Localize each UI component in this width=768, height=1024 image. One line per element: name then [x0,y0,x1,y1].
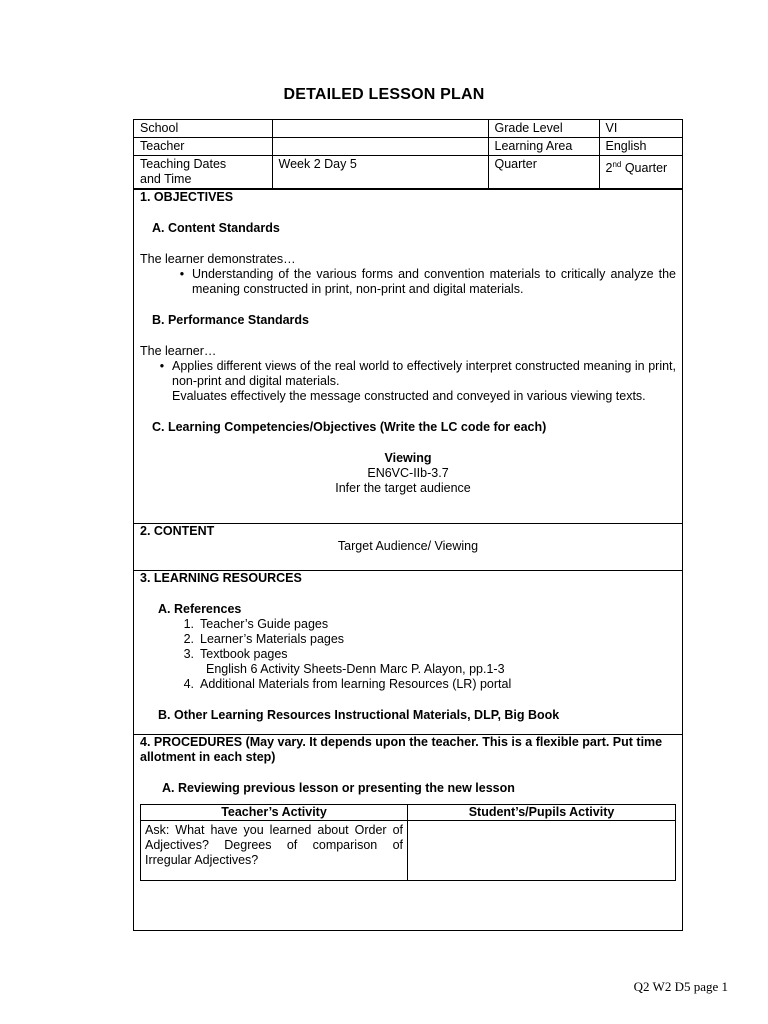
teaching-dates-label: Teaching Dates and Time [134,156,272,189]
performance-standards-heading: B. Performance Standards [152,313,309,327]
list-item: • Applies different views of the real world to effectively interpret constructed meaning in print, non-print and digital materials. [140,359,676,389]
viewing-label: Viewing [384,451,432,465]
list-item: 3. Textbook pages [183,647,288,661]
quarter-value: 2nd Quarter [599,156,682,189]
list-item: 1. Teacher’s Guide pages [183,617,329,631]
table-row [134,120,682,138]
list-item: 4. Additional Materials from learning Resources (LR) portal [183,677,512,691]
table-row [134,138,682,156]
learning-resources-section [134,570,682,734]
list-item: 2. Learner’s Materials pages [183,632,345,646]
teacher-value [272,138,488,156]
textbook-detail: English 6 Activity Sheets-Denn Marc P. Alayon, pp.1-3 [206,662,505,676]
bullet-icon: • [159,359,165,373]
reviewing-heading: A. Reviewing previous lesson or presenting the new lesson [162,781,515,795]
references-heading: A. References [158,602,242,616]
list-item-continuation: Evaluates effectively the message constructed and conveyed in various viewing texts. [172,389,646,403]
learning-area-label: Learning Area [488,138,599,156]
procedures-section [134,734,682,934]
lc-code: EN6VC-IIb-3.7 [367,466,449,480]
teacher-activity-header: Teacher’s Activity [141,805,408,821]
page-footer: Q2 W2 D5 page 1 [633,979,728,994]
objectives-heading: 1. OBJECTIVES [140,190,234,204]
table-row [134,156,682,189]
procedures-heading: 4. PROCEDURES (May vary. It depends upon the teacher. This is a flexible part. Put time allotment in each step) [140,735,663,764]
info-table [134,120,682,189]
teacher-activity-cell: Ask: What have you learned about Order of Adjectives? Degrees of comparison of Irregular Adjectives? [141,821,408,881]
objectives-section [134,189,682,523]
page-title: DETAILED LESSON PLAN [283,86,485,103]
student-activity-cell [408,821,676,881]
lesson-plan-frame [133,119,683,931]
content-standards-intro: The learner demonstrates… [140,252,296,266]
content-heading: 2. CONTENT [140,524,215,538]
school-label: School [134,120,272,138]
learning-resources-heading: 3. LEARNING RESOURCES [140,571,302,585]
content-section [134,523,682,570]
grade-level-label: Grade Level [488,120,599,138]
list-item: • Understanding of the various forms and convention materials to critically analyze the meaning constructed in print, non-print and digital materials. [140,267,676,297]
activity-table [140,804,676,881]
learning-area-value: English [599,138,682,156]
school-value [272,120,488,138]
teacher-label: Teacher [134,138,272,156]
content-text: Target Audience/ Viewing [337,539,479,553]
competencies-heading: C. Learning Competencies/Objectives (Write the LC code for each) [152,420,547,434]
other-resources-heading: B. Other Learning Resources Instructional Materials, DLP, Big Book [158,708,560,722]
content-standards-heading: A. Content Standards [152,221,280,235]
grade-level-value: VI [599,120,682,138]
bullet-icon: • [179,267,185,281]
teaching-dates-value: Week 2 Day 5 [272,156,488,189]
objective-text: Infer the target audience [335,481,471,495]
table-row [141,805,676,821]
table-row [141,821,676,881]
student-activity-header: Student’s/Pupils Activity [408,805,676,821]
references-list [140,617,676,692]
quarter-label: Quarter [488,156,599,189]
performance-standards-intro: The learner… [140,344,217,358]
